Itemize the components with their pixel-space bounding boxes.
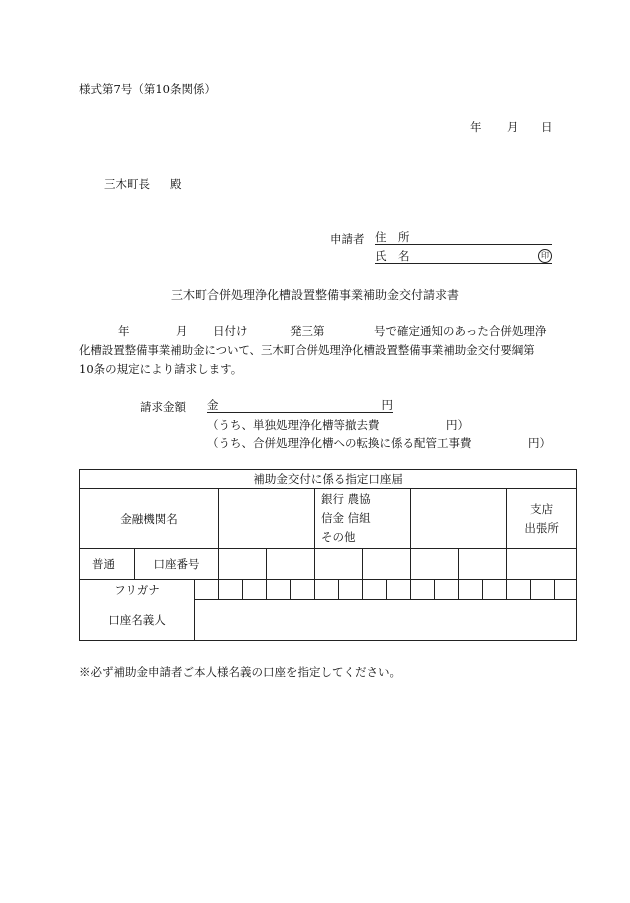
body-year: 年 xyxy=(118,324,130,338)
addressee-name: 三木町長 xyxy=(104,177,150,191)
date-month-label: 月 xyxy=(507,120,519,134)
account-number-digit[interactable] xyxy=(459,549,507,580)
addressee-honorific: 殿 xyxy=(170,177,182,191)
account-number-digit[interactable] xyxy=(363,549,411,580)
institution-name-field[interactable] xyxy=(219,489,315,549)
account-number-digit[interactable] xyxy=(411,549,459,580)
body-notice-prefix: 発三第 xyxy=(290,324,325,338)
form-number: 様式第7号（第10条関係） xyxy=(79,82,216,96)
branch-name-field[interactable] xyxy=(411,489,507,549)
account-holder-label: 口座名義人 xyxy=(80,600,195,641)
body-line3: 10条の規定により請求します。 xyxy=(79,362,243,376)
furigana-box[interactable] xyxy=(507,580,531,600)
branch-type-1: 支店 xyxy=(530,501,554,516)
furigana-box[interactable] xyxy=(531,580,555,600)
body-line2: 化槽設置整備事業補助金について、三木町合併処理浄化槽設置整備事業補助金交付要綱第 xyxy=(79,343,535,357)
name-label: 氏 名 xyxy=(375,249,410,263)
institution-name-label: 金融機関名 xyxy=(80,489,219,549)
body-line1-rest: 号で確定通知のあった合併処理浄 xyxy=(374,324,547,338)
document-title: 三木町合併処理浄化槽設置整備事業補助金交付請求書 xyxy=(170,288,459,302)
sub-amount-1-label: （うち、単独処理浄化槽等撤去費 xyxy=(207,418,380,432)
body-date-suffix: 日付け xyxy=(213,324,248,338)
bank-type-options[interactable] xyxy=(315,489,411,549)
furigana-label: フリガナ xyxy=(80,580,195,600)
seal-mark-icon: 印 xyxy=(538,249,552,263)
amount-prefix: 金 xyxy=(207,398,219,412)
applicant-name-field[interactable] xyxy=(375,248,552,264)
amount-label: 請求金額 xyxy=(140,400,186,414)
account-number-digit[interactable] xyxy=(315,549,363,580)
date-day-label: 日 xyxy=(541,120,553,134)
account-holder-field[interactable] xyxy=(195,600,577,641)
branch-type-2: 出張所 xyxy=(524,520,559,535)
account-number-label: 口座番号 xyxy=(135,549,219,580)
sub-amount-2-unit: 円） xyxy=(528,436,551,450)
furigana-box[interactable] xyxy=(195,580,219,600)
furigana-box[interactable] xyxy=(315,580,339,600)
amount-field[interactable] xyxy=(207,397,393,413)
applicant-label: 申請者 xyxy=(330,232,365,246)
sub-amount-2-label: （うち、合併処理浄化槽への転換に係る配管工事費 xyxy=(207,436,472,450)
body-month: 月 xyxy=(176,324,188,338)
furigana-box[interactable] xyxy=(483,580,507,600)
furigana-box[interactable] xyxy=(291,580,315,600)
furigana-box[interactable] xyxy=(411,580,435,600)
account-table-title: 補助金交付に係る指定口座届 xyxy=(80,470,577,489)
bank-type-2: 信金 信組 xyxy=(321,511,371,525)
account-number-digit[interactable] xyxy=(219,549,267,580)
furigana-box[interactable] xyxy=(459,580,483,600)
furigana-box[interactable] xyxy=(339,580,363,600)
furigana-box[interactable] xyxy=(363,580,387,600)
branch-type-options[interactable] xyxy=(507,489,577,549)
sub-amount-1-unit: 円） xyxy=(446,418,469,432)
address-label: 住 所 xyxy=(375,230,410,244)
furigana-box[interactable] xyxy=(267,580,291,600)
account-number-digit[interactable] xyxy=(267,549,315,580)
furigana-box[interactable] xyxy=(555,580,577,600)
account-type: 普通 xyxy=(80,549,135,580)
furigana-box[interactable] xyxy=(243,580,267,600)
furigana-box[interactable] xyxy=(387,580,411,600)
account-table xyxy=(79,469,577,641)
furigana-box[interactable] xyxy=(219,580,243,600)
footnote: ※必ず補助金申請者ご本人様名義の口座を指定してください。 xyxy=(79,665,401,679)
bank-type-3: その他 xyxy=(321,530,356,544)
applicant-address-field[interactable] xyxy=(375,229,552,245)
bank-type-1: 銀行 農協 xyxy=(321,492,371,506)
account-number-digit[interactable] xyxy=(507,549,577,580)
date-year-label: 年 xyxy=(470,120,482,134)
furigana-box[interactable] xyxy=(435,580,459,600)
amount-unit: 円 xyxy=(381,398,393,412)
